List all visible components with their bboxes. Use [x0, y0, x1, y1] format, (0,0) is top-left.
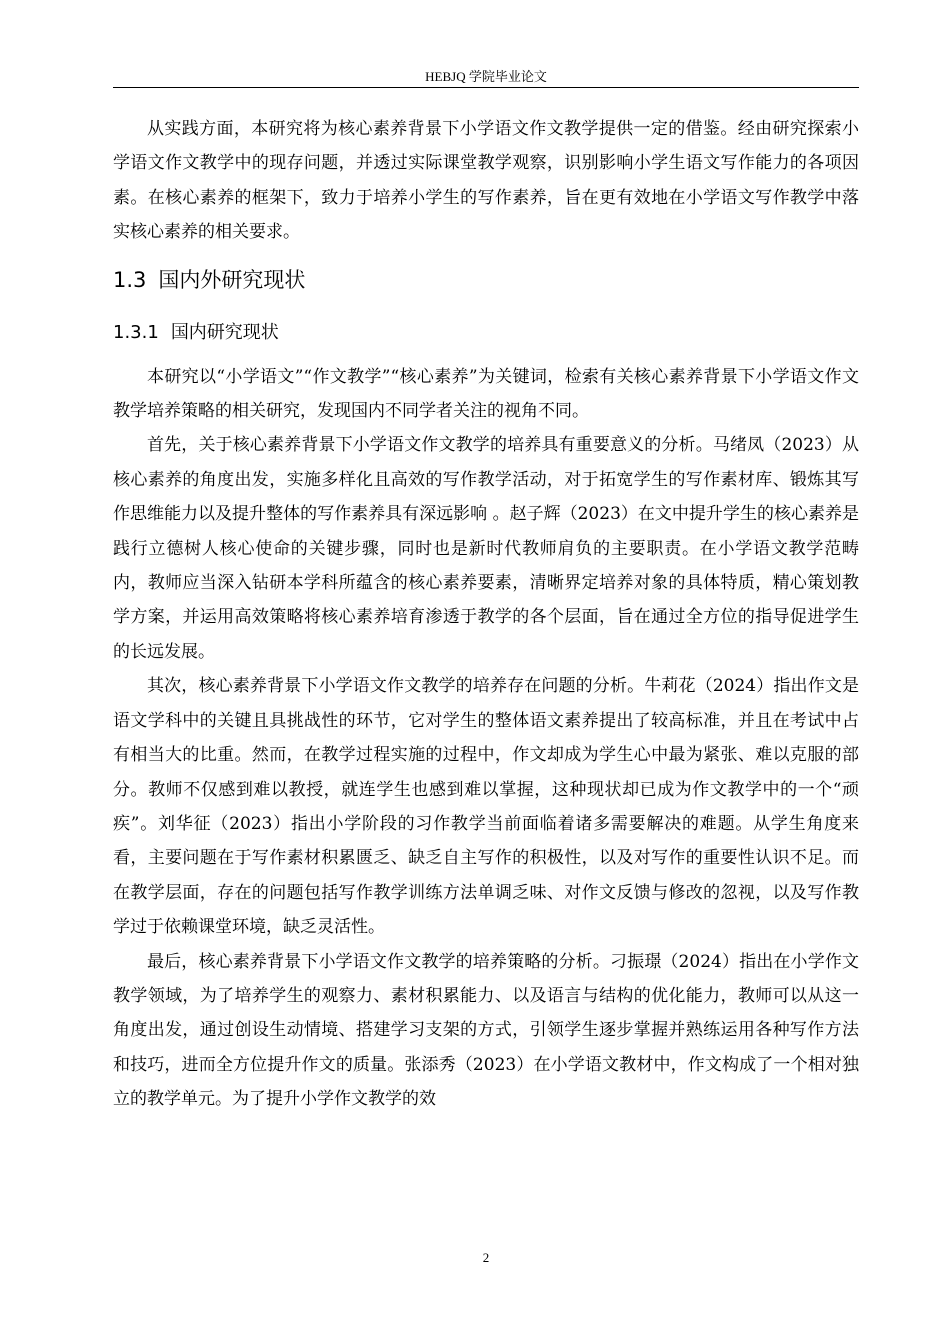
header-divider	[113, 87, 859, 88]
page-body	[113, 112, 859, 1117]
page-number: 2	[482, 1250, 490, 1265]
running-header: HEBJQ 学院毕业论文	[425, 69, 547, 84]
section-title: 国内外研究现状	[158, 267, 306, 292]
subsection-title: 国内研究现状	[170, 321, 279, 343]
section-heading	[113, 264, 859, 296]
paragraph-strategies: 最后，核心素养背景下小学语文作文教学的培养策略的分析。刁振璟（2024）指出在小学作文教学领域，为了培养学生的观察力、素材积累能力、以及语言与结构的优化能力，教师可以从这一角度出发，通过创设生动情境、搭建学习支架的方式，引领学生逐步掌握并熟练运用各种写作方法和技巧，进而全方位提升作文的质量。张添秀（2023）在小学语文教材中，作文构成了一个相对独立的教学单元。为了提升小学作文教学的效	[113, 951, 859, 1110]
paragraph-significance: 首先，关于核心素养背景下小学语文作文教学的培养具有重要意义的分析。马绪凤（2023）从核心素养的角度出发，实施多样化且高效的写作教学活动，对于拓宽学生的写作素材库、锻炼其写作思维能力以及提升整体的写作素养具有深远影响 。赵子辉（2023）在文中提升学生的核心素养是践行立德树人核心使命的关键步骤，同时也是新时代教师肩负的主要职责。在小学语文教学范畴内，教师应当深入钻研本学科所蕴含的核心素养要素，清晰界定培养对象的具体特质，精心策划教学方案，并运用高效策略将核心素养培育渗透于教学的各个层面，旨在通过全方位的指导促进学生的长远发展。	[113, 435, 859, 662]
subsection-number: 1.3.1	[113, 321, 159, 343]
paragraph-problems: 其次，核心素养背景下小学语文作文教学的培养存在问题的分析。牛莉花（2024）指出作文是语文学科中的关键且具挑战性的环节，它对学生的整体语文素养提出了较高标准，并且在考试中占有相当大的比重。然而，在教学过程实施的过程中，作文却成为学生心中最为紧张、难以克服的部分。教师不仅感到难以教授，就连学生也感到难以掌握，这种现状却已成为作文教学中的一个“顽疾”。刘华征（2023）指出小学阶段的习作教学当前面临着诸多需要解决的难题。从学生角度来看，主要问题在于写作素材积累匮乏、缺乏自主写作的积极性，以及对写作的重要性认识不足。而在教学层面，存在的问题包括写作教学训练方法单调乏味、对作文反馈与修改的忽视，以及写作教学过于依赖课堂环境，缺乏灵活性。	[113, 676, 859, 938]
subsection-heading	[113, 318, 859, 348]
section-number: 1.3	[113, 267, 147, 292]
intro-paragraph: 从实践方面，本研究将为核心素养背景下小学语文作文教学提供一定的借鉴。经由研究探索小学语文作文教学中的现存问题，并透过实际课堂教学观察，识别影响小学生语文写作能力的各项因素。在核心素养的框架下，致力于培养小学生的写作素养，旨在更有效地在小学语文写作教学中落实核心素养的相关要求。	[113, 119, 859, 243]
paragraph-keywords: 本研究以“小学语文”“作文教学”“核心素养”为关键词，检索有关核心素养背景下小学语文作文教学培养策略的相关研究，发现国内不同学者关注的视角不同。	[113, 366, 859, 422]
